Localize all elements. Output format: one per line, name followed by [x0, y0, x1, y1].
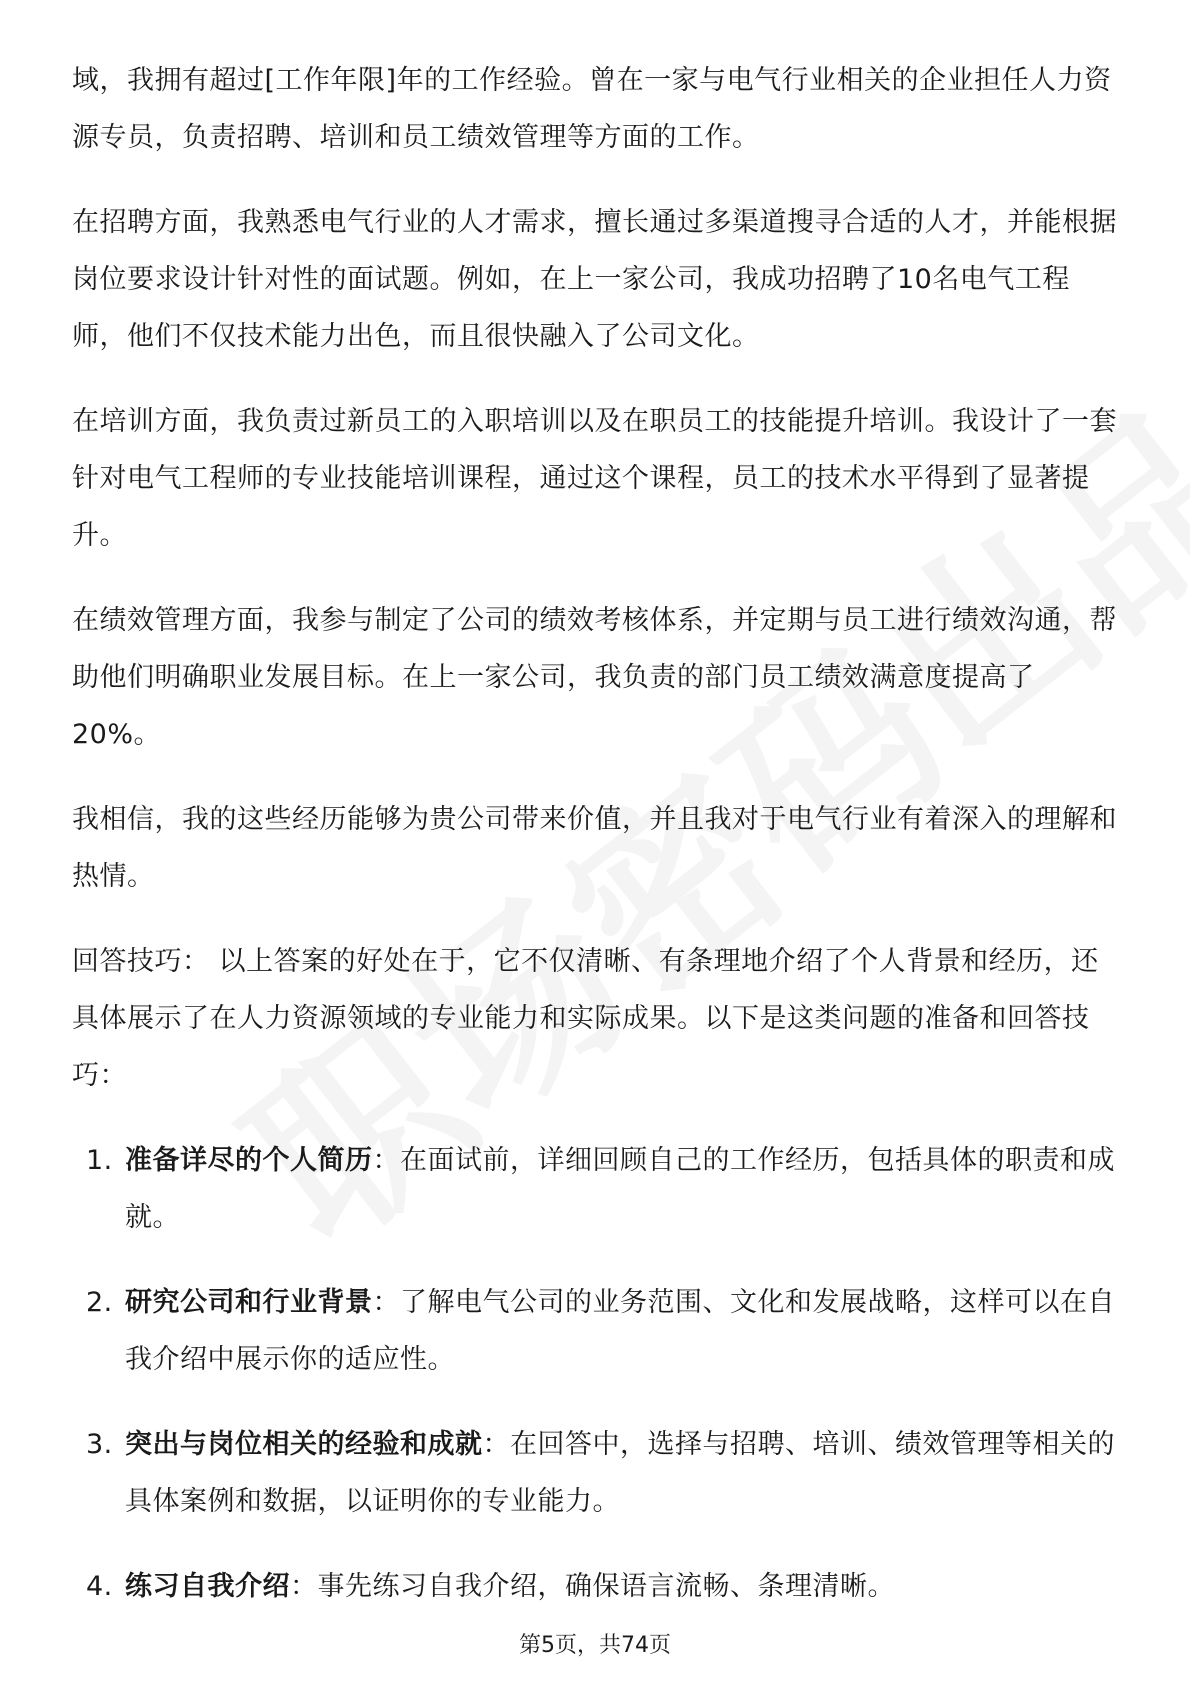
list-item: [72, 1274, 1122, 1388]
list-number: 3.: [86, 1429, 113, 1460]
page-footer: 第5页，共74页: [519, 1633, 671, 1658]
list-item-title: 突出与岗位相关的经验和成就: [125, 1429, 483, 1460]
list-item-title: 练习自我介绍: [125, 1571, 290, 1602]
list-item: [72, 1416, 1122, 1530]
paragraph-2: 在招聘方面，我熟悉电气行业的人才需求，擅长通过多渠道搜寻合适的人才，并能根据岗位要求设计针对性的面试题。例如，在上一家公司，我成功招聘了10名电气工程师，他们不仅技术能力出色，而且很快融入了公司文化。: [72, 207, 1117, 352]
list-number: 1.: [86, 1145, 113, 1176]
tips-intro: 回答技巧： 以上答案的好处在于，它不仅清晰、有条理地介绍了个人背景和经历，还具体展示了在人力资源领域的专业能力和实际成果。以下是这类问题的准备和回答技巧：: [72, 946, 1099, 1091]
document-body: [72, 52, 1122, 1643]
list-item: [72, 1132, 1122, 1246]
list-number: 4.: [86, 1571, 113, 1602]
list-item-text: ：了解电气公司的业务范围、文化和发展战略，这样可以在自我介绍中展示你的适应性。: [125, 1287, 1115, 1375]
list-item-text: ：事先练习自我介绍，确保语言流畅、条理清晰。: [290, 1571, 895, 1602]
paragraph-5: 我相信，我的这些经历能够为贵公司带来价值，并且我对于电气行业有着深入的理解和热情。: [72, 804, 1117, 892]
list-item-text: ：在回答中，选择与招聘、培训、绩效管理等相关的具体案例和数据，以证明你的专业能力。: [125, 1429, 1115, 1517]
paragraph-4: 在绩效管理方面，我参与制定了公司的绩效考核体系，并定期与员工进行绩效沟通，帮助他们明确职业发展目标。在上一家公司，我负责的部门员工绩效满意度提高了20%。: [72, 605, 1117, 750]
tips-list: [72, 1132, 1122, 1615]
list-number: 2.: [86, 1287, 113, 1318]
paragraph-1: 域，我拥有超过[工作年限]年的工作经验。曾在一家与电气行业相关的企业担任人力资源专员，负责招聘、培训和员工绩效管理等方面的工作。: [72, 65, 1112, 153]
paragraph-3: 在培训方面，我负责过新员工的入职培训以及在职员工的技能提升培训。我设计了一套针对电气工程师的专业技能培训课程，通过这个课程，员工的技术水平得到了显著提升。: [72, 406, 1117, 551]
list-item-title: 准备详尽的个人简历: [125, 1145, 373, 1176]
list-item-text: ：在面试前，详细回顾自己的工作经历，包括具体的职责和成就。: [125, 1145, 1115, 1233]
list-item-title: 研究公司和行业背景: [125, 1287, 373, 1318]
list-item: [72, 1558, 1122, 1615]
